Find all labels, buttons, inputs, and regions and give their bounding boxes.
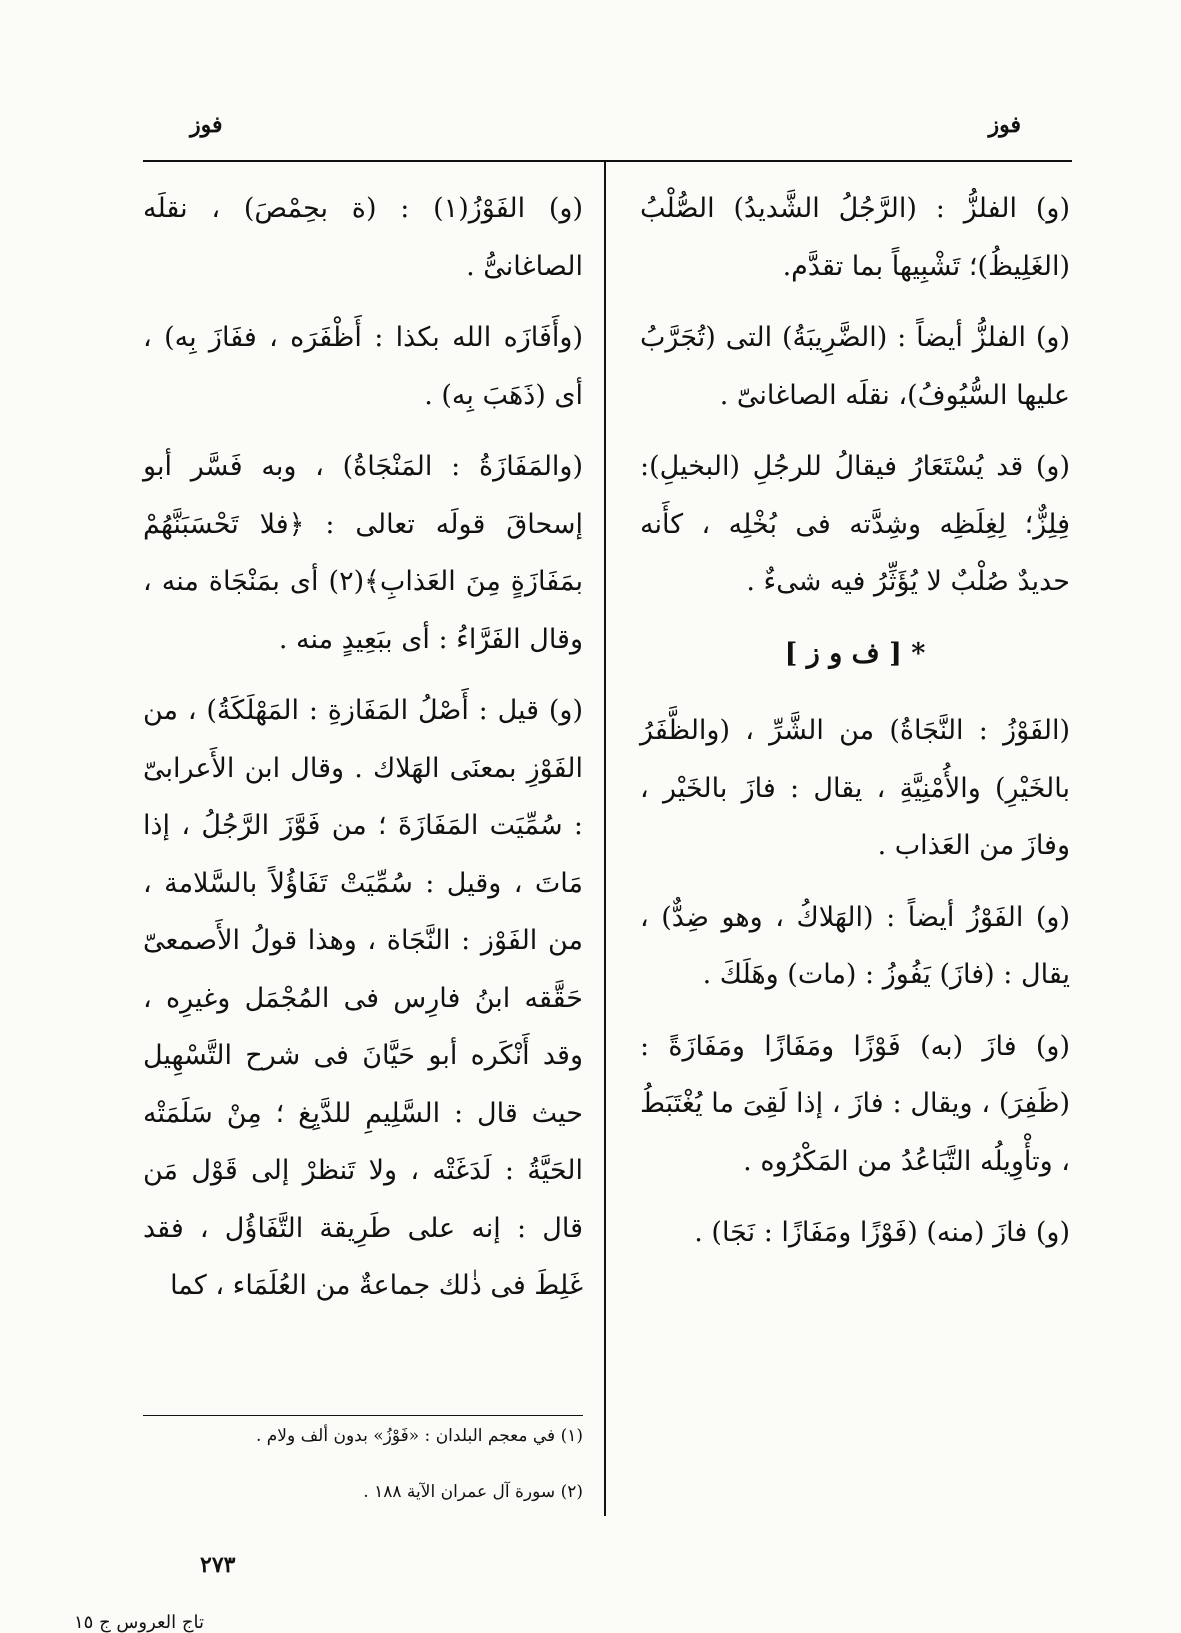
header-rule bbox=[143, 160, 1072, 162]
running-header-right: فوز bbox=[988, 112, 1021, 138]
entry-heading: * [ ف و ز ] bbox=[784, 637, 926, 669]
footnote-2: (٢) سورة آل عمران الآية ١٨٨ . bbox=[363, 1482, 583, 1502]
column-divider bbox=[604, 162, 606, 1516]
right-column bbox=[640, 180, 1070, 1276]
paragraph: (و) الفلزُّ أيضاً : (الضَّرِيبَةُ) التى (تُجَرَّبُ عليها السُّيُوفُ)، نقلَه الصاغانىّ . bbox=[640, 322, 1070, 411]
paragraph: (و) الفَوْزُ أيضاً : (الهَلاكُ ، وهو ضِدٌّ) ، يقال : (فازَ) يَفُوزُ : (مات) وهَلَكَ . bbox=[640, 901, 1070, 990]
footnote-1: (١) في معجم البلدان : «فَوْزُ» بدون ألف ولام . bbox=[255, 1426, 583, 1446]
left-column bbox=[143, 180, 583, 1329]
paragraph: (و) فازَ (به) فَوْزًا ومَفَازًا ومَفَازَةً : (ظَفِرَ) ، ويقال : فازَ ، إذا لَقِىَ ما يُغْتَبَطُ ، وتأْوِيلُه التَّبَاعُدُ من المَكْرُوه . bbox=[640, 1030, 1070, 1177]
paragraph: (وأَفَازَه الله بكذا : أَظْفَرَه ، ففَازَ بِه) ، أى (ذَهَبَ بِه) . bbox=[143, 322, 583, 411]
footnote-rule bbox=[143, 1415, 583, 1416]
paragraph: (و) قيل : أَصْلُ المَفَازةِ : المَهْلَكَةُ) ، من الفَوْزِ بمعنَى الهَلاك . وقال ابن الأَعرابىّ : سُمِّيَت المَفَازَةَ ؛ من فَوَّزَ الرَّجُلُ ، إذا مَاتَ ، وقيل : سُمِّيَتْ تَفَاؤُلاً بالسَّلامة ، من الفَوْز : النَّجَاة ، وهذا قولُ الأَصمعىّ حَقَّقه ابنُ فارِس فى المُجْمَل وغيرِه ، وقد أَنْكَره أبو حَيَّانَ فى شرح التَّسْهِيل حيث قال : السَّلِيمِ للدَّيِغ ؛ مِنْ سَلَمَتْه الحَيَّةُ : لَدَغَتْه ، ولا تَنظرْ إلى قَوْل مَن قال : إنه على طَرِيقة التَّفَاؤُل ، فقد غَلِطَ فى ذٰلك جماعةٌ من العُلَمَاء ، كما bbox=[143, 695, 583, 1301]
paragraph: (الفَوْزُ : النَّجَاةُ) من الشَّرِّ ، (والظَّفَرُ بالخَيْرِ) والأُمْنِيَّةِ ، يقال : فازَ بالخَيْر ، وفازَ من العَذاب . bbox=[640, 715, 1070, 861]
paragraph: (و) الفَوْزُ(١) : (ة بحِمْصَ) ، نقلَه الصاغانىُّ . bbox=[143, 193, 583, 282]
paragraph: (و) فازَ (منه) (فَوْزًا ومَفَازًا : نَجَا) . bbox=[694, 1217, 1070, 1248]
running-header-left: فوز bbox=[190, 112, 223, 138]
paragraph: (و) قد يُسْتَعَارُ فيقالُ للرجُلِ (البخيلِ): فِلِزٌّ؛ لِغِلَظِه وشِدَّته فى بُخْلِه ، كأَنه حديدٌ صُلْبٌ لا يُؤَثِّرُ فيه شىءٌ . bbox=[640, 451, 1070, 597]
page-number: ٢٧٣ bbox=[200, 1552, 236, 1578]
signature-line: تاج العروس ج ١٥ bbox=[74, 1612, 205, 1633]
paragraph: (و) الفلزُّ : (الرَّجُلُ الشَّديدُ) الصُّلْبُ (الغَلِيظُ)؛ تَشْبِيهاً بما تقدَّم. bbox=[640, 193, 1070, 282]
paragraph: (والمَفَازَةُ : المَنْجَاةُ) ، وبه فَسَّر أبو إسحاقَ قولَه تعالى : ﴿فلا تَحْسَبَنَّهُمْ بمَفَازَةٍ مِنَ العَذابِ﴾(٢) أى بمَنْجَاة منه ، وقال الفَرَّاءُ : أى ببَعِيدٍ منه . bbox=[143, 451, 583, 655]
